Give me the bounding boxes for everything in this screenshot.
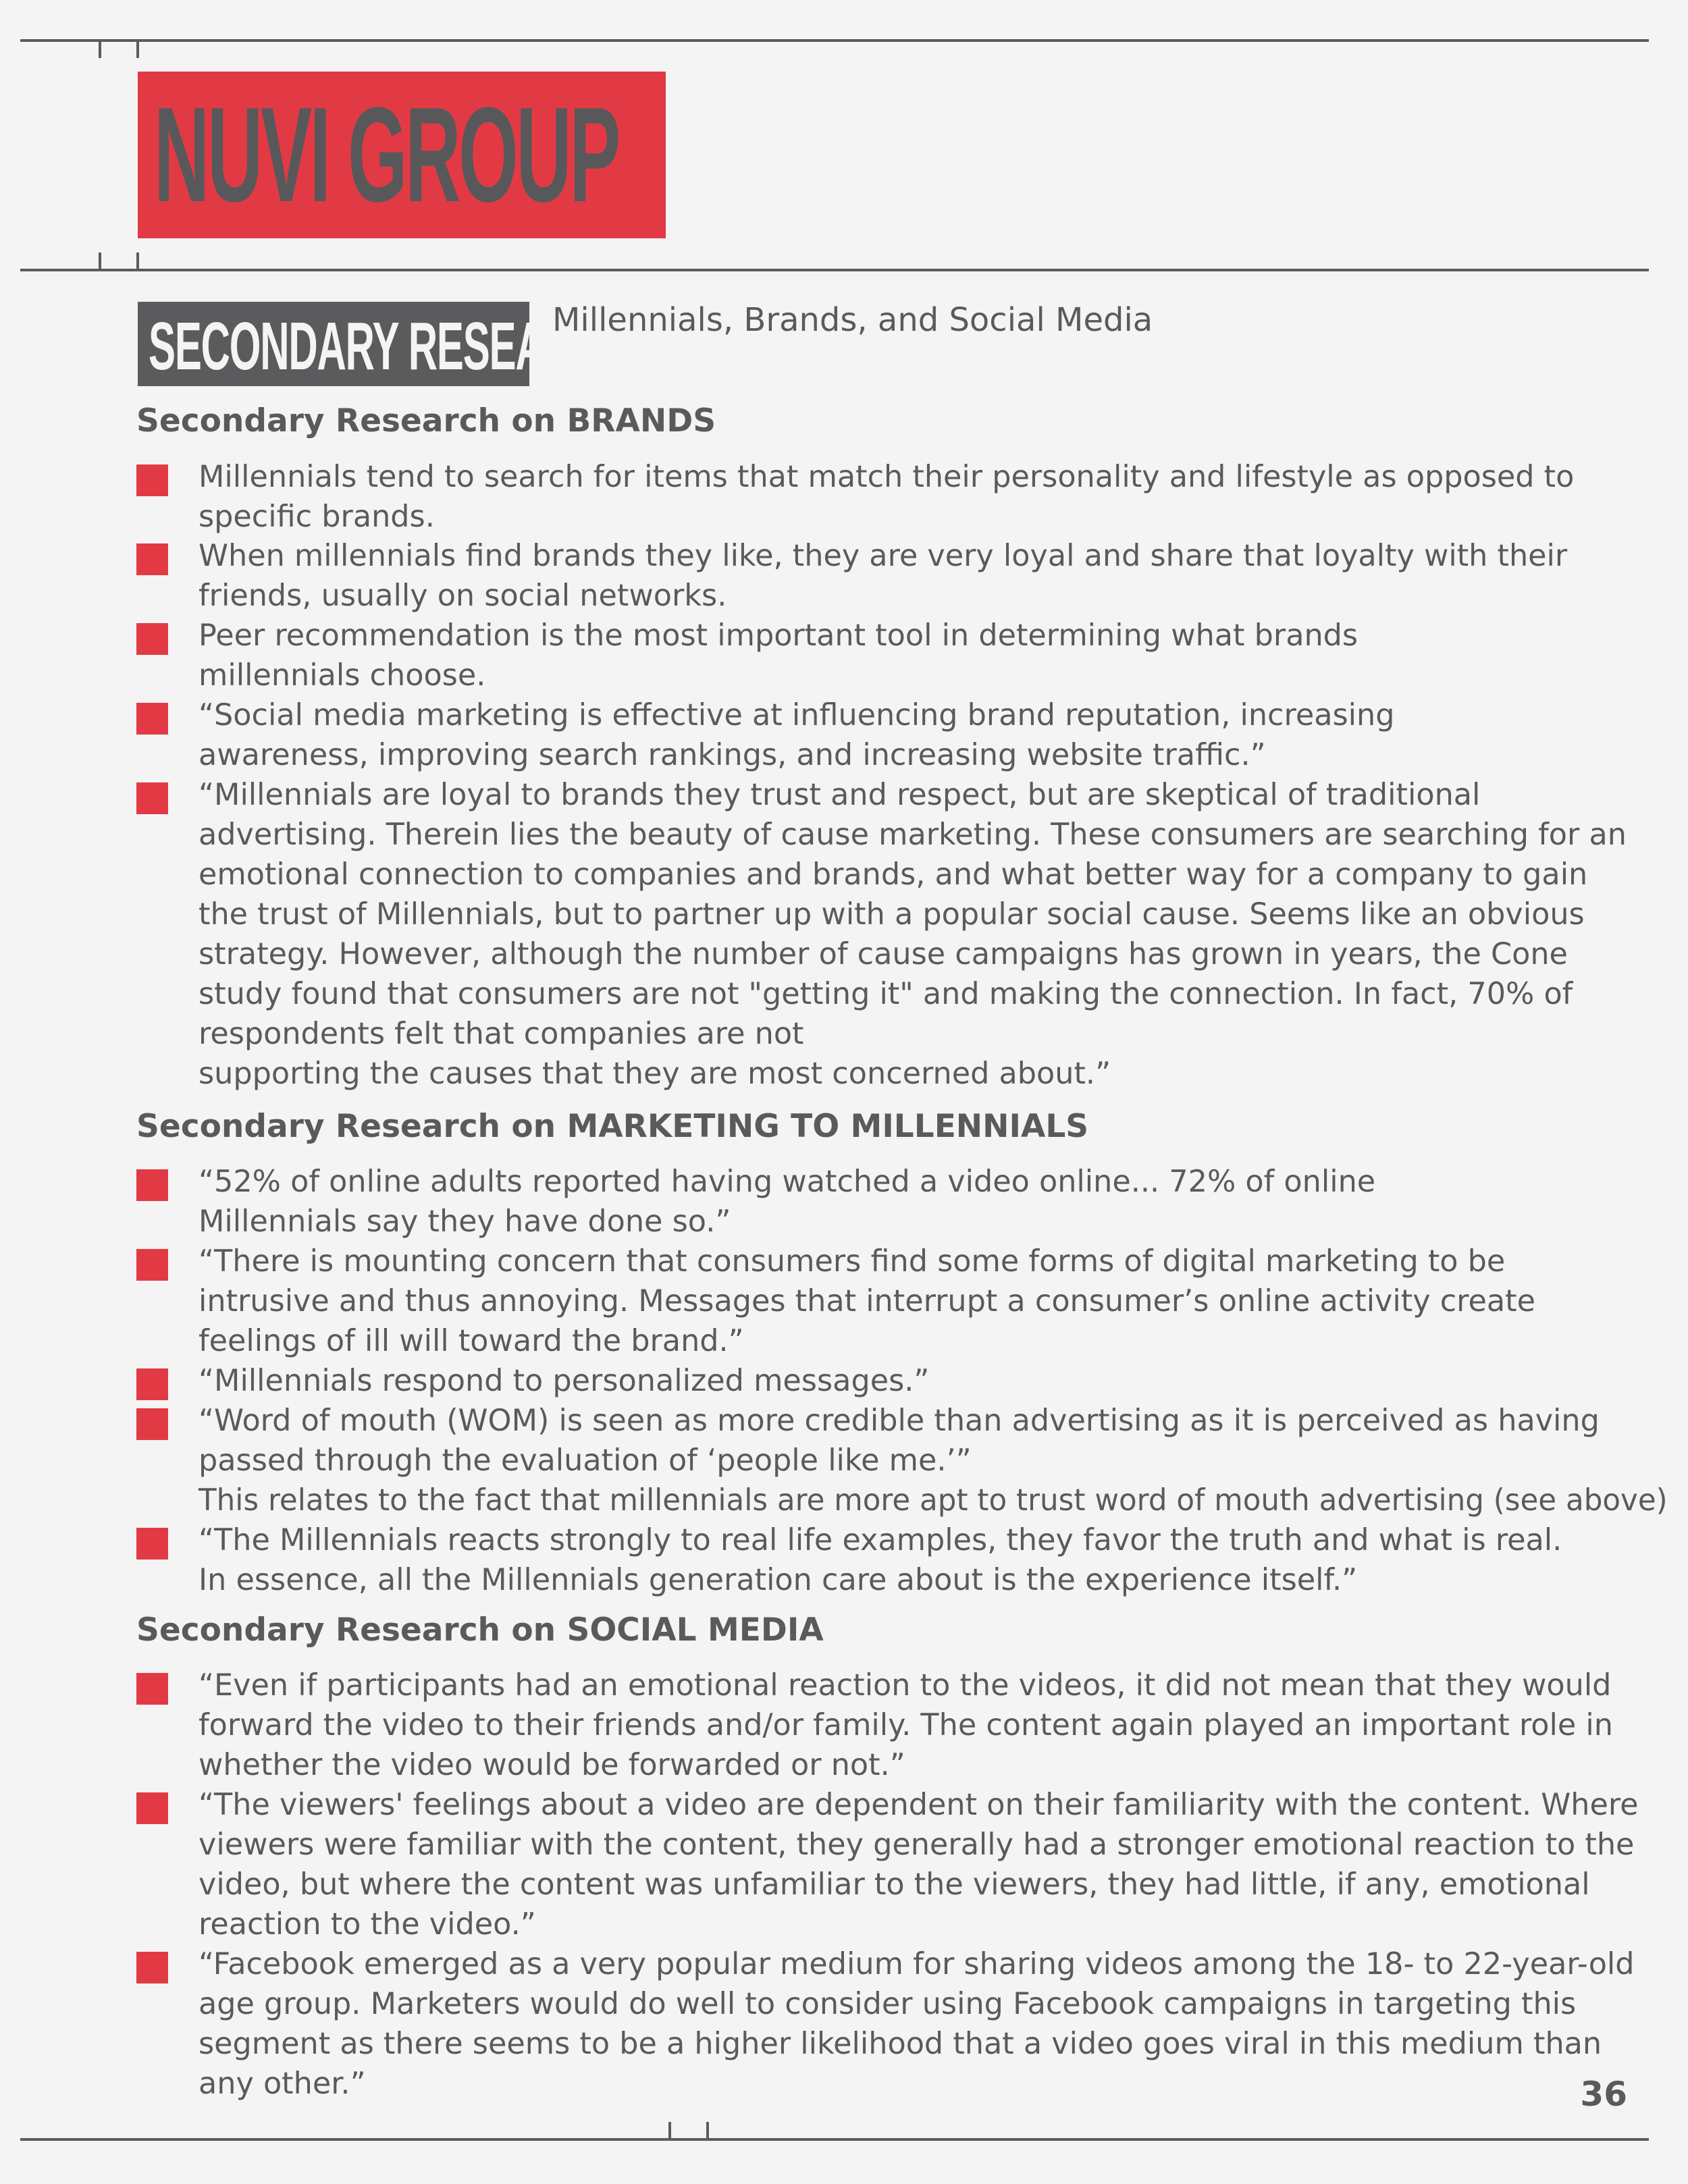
bullet-text-line: respondents felt that companies are not	[199, 1017, 804, 1051]
bullet-square	[136, 464, 168, 496]
bullet-text-line: emotional connection to companies and brands, and what better way for a company to gain	[199, 857, 1588, 892]
bullet-text-line: feelings of ill will toward the brand.”	[199, 1324, 744, 1358]
section-heading-brands: Secondary Research on BRANDS	[136, 402, 716, 440]
bullet-text-line: supporting the causes that they are most concerned about.”	[199, 1057, 1111, 1091]
frame-tick	[136, 252, 139, 269]
frame-tick	[99, 252, 101, 269]
bullet-text-line: the trust of Millennials, but to partner up with a popular social cause. Seems like an obvious	[199, 897, 1585, 932]
header-bottom-rule	[20, 269, 1649, 271]
bullet-text-line: passed through the evaluation of ‘people like me.’”	[199, 1443, 972, 1478]
bullet-text-line: “There is mounting concern that consumers find some forms of digital marketing to be	[199, 1244, 1506, 1279]
bullet-text-line: “Millennials respond to personalized messages.”	[199, 1364, 930, 1398]
bullet-text-line: study found that consumers are not "getting it" and making the connection. In fact, 70% of	[199, 977, 1573, 1011]
bullet-text-line: reaction to the video.”	[199, 1907, 536, 1942]
bullet-text-line: forward the video to their friends and/or family. The content again played an important role in	[199, 1708, 1613, 1742]
bullet-text-line: specific brands.	[199, 500, 435, 534]
bullet-square	[136, 1368, 168, 1400]
bullet-text-line: This relates to the fact that millennials are more apt to trust word of mouth advertising (see above)	[199, 1483, 1668, 1518]
page-subtitle: Millennials, Brands, and Social Media	[552, 301, 1153, 339]
bullet-text-line: Peer recommendation is the most important tool in determining what brands	[199, 618, 1359, 653]
logo	[138, 72, 666, 238]
bullet-text-line: “Social media marketing is effective at influencing brand reputation, increasing	[199, 698, 1395, 733]
bullet-text-line: age group. Marketers would do well to consider using Facebook campaigns in targeting this	[199, 1987, 1577, 2021]
section-heading-marketing: Secondary Research on MARKETING TO MILLENNIALS	[136, 1108, 1089, 1145]
bullet-square	[136, 703, 168, 735]
bullet-text-line: strategy. However, although the number of cause campaigns has grown in years, the Cone	[199, 937, 1568, 971]
bullet-text-line: “52% of online adults reported having watched a video online... 72% of online	[199, 1165, 1376, 1199]
bullet-text-line: Millennials say they have done so.”	[199, 1204, 731, 1239]
frame-tick	[668, 2122, 671, 2138]
frame-tick	[99, 41, 101, 58]
bullet-square	[136, 543, 168, 575]
bullet-text-line: intrusive and thus annoying. Messages that interrupt a consumer’s online activity create	[199, 1284, 1535, 1319]
page-number: 36	[1580, 2075, 1627, 2114]
bullet-text-line: “The viewers' feelings about a video are dependent on their familiarity with the content. Where	[199, 1788, 1639, 1822]
bullet-text-line: When millennials find brands they like, they are very loyal and share that loyalty with their	[199, 539, 1568, 573]
section-label	[138, 302, 629, 386]
bullet-text-line: viewers were familiar with the content, they generally had a stronger emotional reaction to the	[199, 1828, 1635, 1862]
bullet-text-line: “Millennials are loyal to brands they trust and respect, but are skeptical of traditional	[199, 778, 1481, 812]
bullet-square	[136, 1528, 168, 1560]
bullet-square	[136, 782, 168, 814]
section-label-text: SECONDARY RESEARCH	[149, 309, 629, 384]
logo-text: NUVI GROUP	[154, 80, 618, 230]
frame-tick	[136, 41, 139, 58]
bullet-text-line: friends, usually on social networks.	[199, 579, 727, 613]
bullet-text-line: “Facebook emerged as a very popular medium for sharing videos among the 18- to 22-year-old	[199, 1947, 1635, 1981]
bullet-square	[136, 1952, 168, 1983]
top-rule	[20, 39, 1649, 42]
frame-tick	[706, 2122, 709, 2138]
bullet-square	[136, 623, 168, 655]
bullet-text-line: video, but where the content was unfamiliar to the viewers, they had little, if any, emotional	[199, 1867, 1590, 1902]
bottom-rule	[20, 2138, 1649, 2141]
section-heading-social-media: Secondary Research on SOCIAL MEDIA	[136, 1612, 824, 1649]
bullet-text-line: “Word of mouth (WOM) is seen as more credible than advertising as it is perceived as having	[199, 1404, 1600, 1438]
bullet-text-line: advertising. Therein lies the beauty of cause marketing. These consumers are searching for an	[199, 818, 1627, 852]
bullet-text-line: any other.”	[199, 2067, 366, 2101]
bullet-square	[136, 1673, 168, 1705]
bullet-square	[136, 1792, 168, 1824]
bullet-text-line: “Even if participants had an emotional reaction to the videos, it did not mean that they would	[199, 1668, 1612, 1703]
bullet-text-line: “The Millennials reacts strongly to real life examples, they favor the truth and what is real.	[199, 1523, 1562, 1557]
bullet-text-line: millennials choose.	[199, 658, 486, 693]
bullet-text-line: whether the video would be forwarded or not.”	[199, 1748, 905, 1782]
bullet-square	[136, 1169, 168, 1201]
bullet-square	[136, 1408, 168, 1440]
bullet-text-line: Millennials tend to search for items that match their personality and lifestyle as opposed to	[199, 460, 1575, 494]
bullet-text-line: segment as there seems to be a higher likelihood that a video goes viral in this medium than	[199, 2027, 1602, 2061]
bullet-square	[136, 1249, 168, 1281]
bullet-text-line: In essence, all the Millennials generation care about is the experience itself.”	[199, 1563, 1358, 1597]
bullet-text-line: awareness, improving search rankings, and increasing website traffic.”	[199, 738, 1266, 772]
